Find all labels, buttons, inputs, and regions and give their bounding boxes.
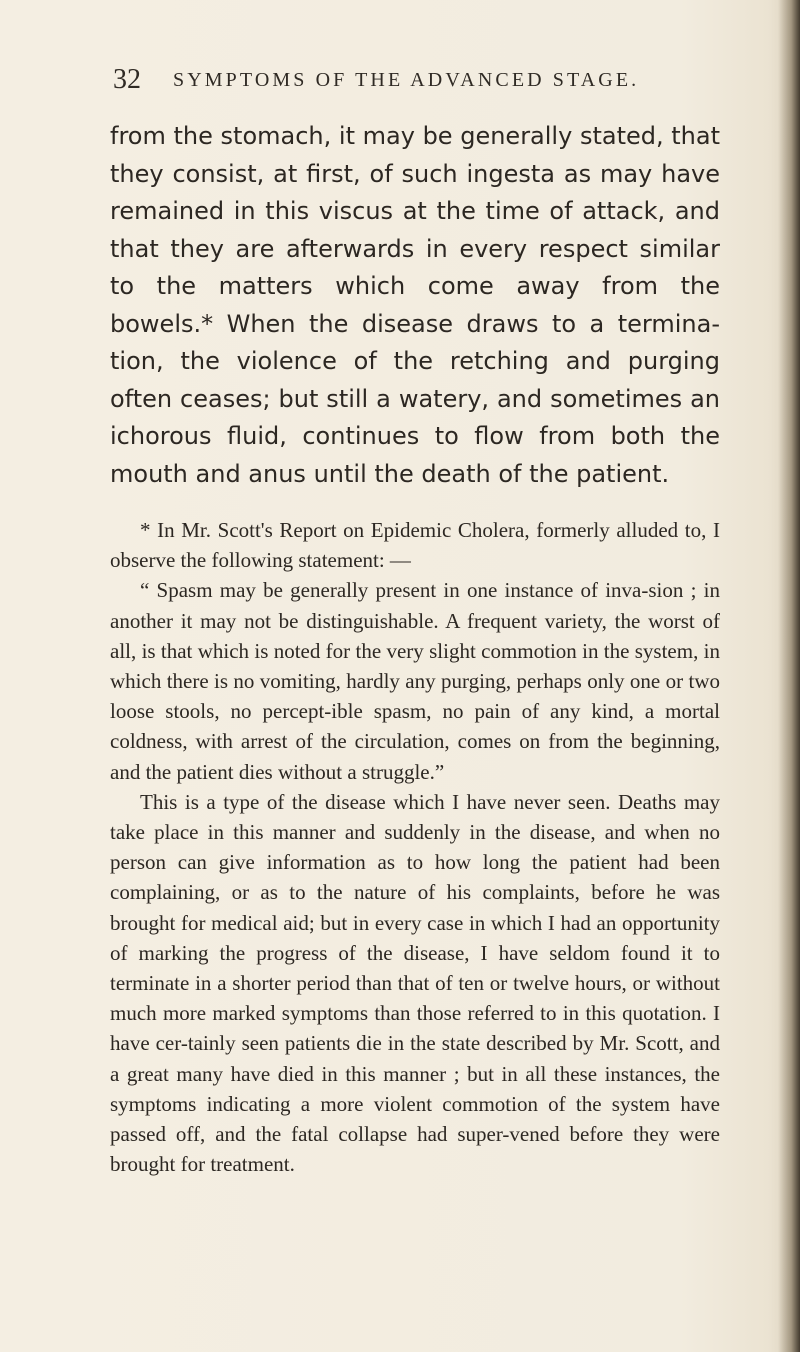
page-header [113,60,673,100]
footnote-intro: * In Mr. Scott's Report on Epidemic Cholera, formerly alluded to, I observe the following statement: — [110,518,720,573]
footnote [110,515,720,1179]
page-number: 32 [113,64,141,95]
footnote-commentary: This is a type of the disease which I have never seen. Deaths may take place in this manner and suddenly in the disease, and when no person can give information as to how long the patient had been complaining, or as to the nature of his complaints, before he was brought for medical aid; but in every case in which I had an opportunity of marking the progress of the disease, I have seldom found it to terminate in a shorter period than that of ten or twelve hours, or without much more marked symptoms than those referred to in this quotation. I have cer-tainly seen patients die in the state described by Mr. Scott, and a great many have died in this manner ; but in all these instances, the symptoms indicating a more violent commotion of the system have passed off, and the fatal collapse had super-vened before they were brought for treatment. [110,789,720,1177]
body-paragraph: from the stomach, it may be generally stated, that they consist, at first, of such ingesta as may have remained in this viscus at the time of attack, and that they are afterwards in every respect similar to the matters which come away from the bowels.* When the disease draws to a termina-tion, the violence of the retching and purging often ceases; but still a watery, and sometimes an ichorous fluid, continues to flow from both the mouth and anus until the death of the patient. [110,122,720,488]
running-title: SYMPTOMS OF THE ADVANCED STAGE. [173,69,640,91]
footnote-quotation: “ Spasm may be generally present in one instance of inva-sion ; in another it may not be distinguishable. A frequent variety, the worst of all, is that which is noted for the very slight commotion in the system, in which there is no vomiting, hardly any purging, perhaps only one or two loose stools, no percept-ible spasm, no pain of any kind, a mortal coldness, with arrest of the circulation, comes on from the beginning, and the patient dies without a struggle.” [110,578,720,784]
page-edge-shadow [778,0,800,1352]
